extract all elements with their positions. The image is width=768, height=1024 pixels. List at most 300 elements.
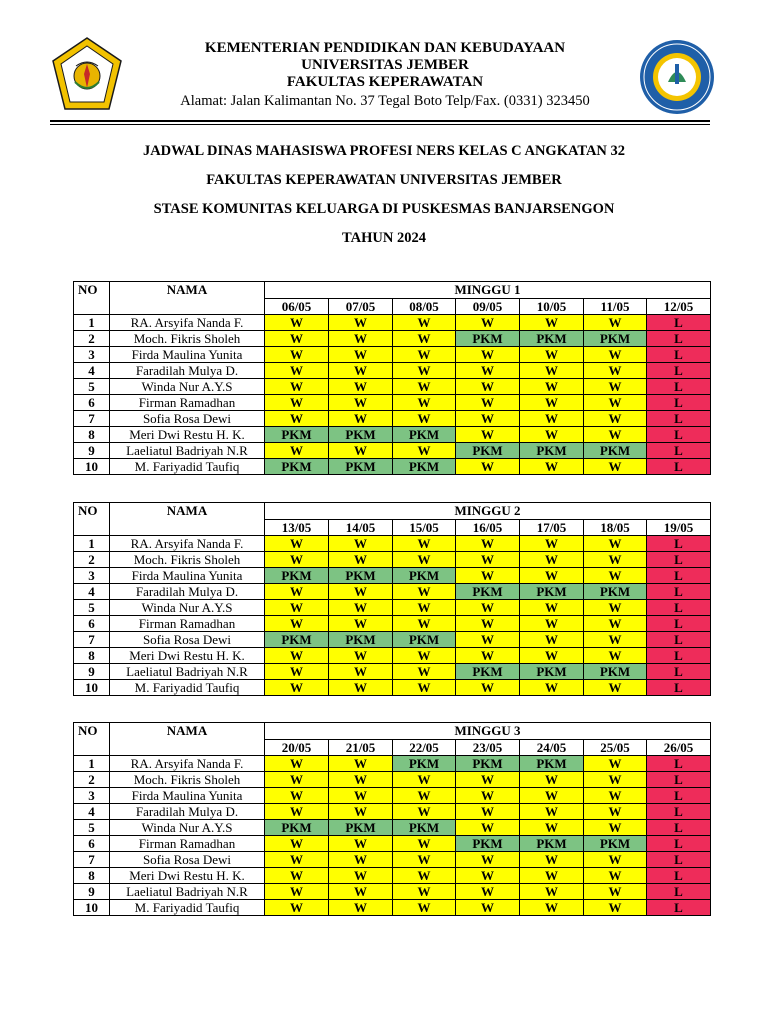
- shift-cell: W: [265, 852, 329, 868]
- row-number: 2: [74, 552, 110, 568]
- shift-cell: L: [647, 868, 711, 884]
- shift-cell: W: [265, 900, 329, 916]
- shift-cell: PKM: [265, 427, 329, 443]
- shift-cell: W: [329, 395, 393, 411]
- shift-cell: W: [520, 411, 584, 427]
- letterhead: [0, 0, 768, 125]
- shift-cell: W: [329, 584, 393, 600]
- university-jember-logo-icon: [49, 36, 125, 112]
- shift-cell: W: [520, 852, 584, 868]
- student-name: Firda Maulina Yunita: [110, 568, 265, 584]
- shift-cell: W: [265, 536, 329, 552]
- shift-cell: PKM: [520, 331, 584, 347]
- shift-cell: W: [265, 395, 329, 411]
- table-row: [74, 536, 711, 552]
- date-header: 23/05: [456, 740, 520, 756]
- shift-cell: W: [456, 536, 520, 552]
- shift-cell: W: [520, 648, 584, 664]
- shift-cell: PKM: [265, 568, 329, 584]
- student-name: Laeliatul Badriyah N.R: [110, 884, 265, 900]
- shift-cell: PKM: [329, 820, 393, 836]
- table-row: [74, 804, 711, 820]
- column-header-no: NO: [74, 723, 110, 756]
- student-name: Faradilah Mulya D.: [110, 804, 265, 820]
- shift-cell: W: [265, 443, 329, 459]
- shift-cell: PKM: [393, 427, 456, 443]
- shift-cell: W: [265, 680, 329, 696]
- shift-cell: W: [265, 772, 329, 788]
- student-name: Firda Maulina Yunita: [110, 347, 265, 363]
- title-line-1: JADWAL DINAS MAHASISWA PROFESI NERS KELAS C ANGKATAN 32: [142, 143, 626, 159]
- shift-cell: W: [520, 632, 584, 648]
- shift-cell: W: [456, 459, 520, 475]
- shift-cell: L: [647, 772, 711, 788]
- title-line-4: TAHUN 2024: [342, 230, 426, 246]
- table-row: [74, 331, 711, 347]
- shift-cell: W: [584, 315, 647, 331]
- shift-cell: PKM: [584, 443, 647, 459]
- shift-cell: L: [647, 600, 711, 616]
- row-number: 9: [74, 664, 110, 680]
- shift-cell: W: [584, 616, 647, 632]
- row-number: 8: [74, 868, 110, 884]
- table-row: [74, 411, 711, 427]
- shift-cell: W: [393, 648, 456, 664]
- student-name: Sofia Rosa Dewi: [110, 852, 265, 868]
- shift-cell: W: [329, 648, 393, 664]
- shift-cell: W: [329, 536, 393, 552]
- student-name: Moch. Fikris Sholeh: [110, 331, 265, 347]
- student-name: M. Fariyadid Taufiq: [110, 900, 265, 916]
- shift-cell: W: [329, 411, 393, 427]
- shift-cell: W: [265, 552, 329, 568]
- shift-cell: W: [584, 804, 647, 820]
- shift-cell: W: [265, 411, 329, 427]
- student-name: Meri Dwi Restu H. K.: [110, 648, 265, 664]
- shift-cell: L: [647, 900, 711, 916]
- shift-cell: W: [329, 680, 393, 696]
- row-number: 8: [74, 648, 110, 664]
- row-number: 10: [74, 900, 110, 916]
- shift-cell: W: [393, 772, 456, 788]
- shift-cell: PKM: [393, 568, 456, 584]
- shift-cell: L: [647, 884, 711, 900]
- column-header-name: NAMA: [110, 723, 265, 756]
- row-number: 5: [74, 379, 110, 395]
- table-row: [74, 680, 711, 696]
- table-row: [74, 616, 711, 632]
- shift-cell: W: [456, 552, 520, 568]
- shift-cell: W: [520, 395, 584, 411]
- shift-cell: W: [456, 347, 520, 363]
- table-row: [74, 395, 711, 411]
- shift-cell: L: [647, 459, 711, 475]
- table-row: [74, 648, 711, 664]
- shift-cell: W: [456, 820, 520, 836]
- student-name: Moch. Fikris Sholeh: [110, 552, 265, 568]
- shift-cell: W: [329, 804, 393, 820]
- shift-cell: W: [393, 363, 456, 379]
- student-name: Firda Maulina Yunita: [110, 788, 265, 804]
- shift-cell: W: [584, 568, 647, 584]
- shift-cell: PKM: [265, 459, 329, 475]
- shift-cell: PKM: [265, 632, 329, 648]
- date-header: 13/05: [265, 520, 329, 536]
- date-header: 26/05: [647, 740, 711, 756]
- shift-cell: L: [647, 804, 711, 820]
- shift-cell: W: [584, 459, 647, 475]
- shift-cell: PKM: [393, 820, 456, 836]
- shift-cell: W: [520, 868, 584, 884]
- header-rule: [50, 120, 710, 122]
- shift-cell: W: [393, 379, 456, 395]
- shift-cell: PKM: [520, 756, 584, 772]
- shift-cell: W: [393, 331, 456, 347]
- date-header: 19/05: [647, 520, 711, 536]
- shift-cell: W: [393, 552, 456, 568]
- shift-cell: W: [520, 315, 584, 331]
- shift-cell: W: [584, 756, 647, 772]
- row-number: 5: [74, 600, 110, 616]
- shift-cell: PKM: [265, 820, 329, 836]
- row-number: 1: [74, 756, 110, 772]
- shift-cell: W: [520, 804, 584, 820]
- shift-cell: W: [329, 331, 393, 347]
- student-name: Firman Ramadhan: [110, 616, 265, 632]
- shift-cell: W: [584, 900, 647, 916]
- shift-cell: W: [329, 616, 393, 632]
- shift-cell: W: [329, 884, 393, 900]
- table-row: [74, 427, 711, 443]
- shift-cell: W: [393, 411, 456, 427]
- table-row: [74, 900, 711, 916]
- shift-cell: W: [520, 600, 584, 616]
- table-row: [74, 772, 711, 788]
- date-header: 08/05: [393, 299, 456, 315]
- shift-cell: W: [329, 836, 393, 852]
- date-header: 20/05: [265, 740, 329, 756]
- shift-cell: W: [584, 347, 647, 363]
- date-header: 22/05: [393, 740, 456, 756]
- row-number: 1: [74, 536, 110, 552]
- shift-cell: W: [520, 900, 584, 916]
- table-row: [74, 600, 711, 616]
- shift-cell: L: [647, 347, 711, 363]
- date-header: 24/05: [520, 740, 584, 756]
- shift-cell: PKM: [329, 459, 393, 475]
- faculty-nursing-logo-icon: [638, 38, 716, 116]
- column-header-no: NO: [74, 282, 110, 315]
- date-header: 09/05: [456, 299, 520, 315]
- shift-cell: L: [647, 584, 711, 600]
- shift-cell: L: [647, 632, 711, 648]
- shift-cell: W: [329, 363, 393, 379]
- shift-cell: W: [584, 552, 647, 568]
- student-name: RA. Arsyifa Nanda F.: [110, 315, 265, 331]
- shift-cell: W: [393, 584, 456, 600]
- student-name: Faradilah Mulya D.: [110, 584, 265, 600]
- shift-cell: W: [329, 852, 393, 868]
- shift-cell: W: [456, 379, 520, 395]
- shift-cell: W: [265, 836, 329, 852]
- row-number: 7: [74, 852, 110, 868]
- shift-cell: L: [647, 836, 711, 852]
- column-header-name: NAMA: [110, 503, 265, 536]
- shift-cell: PKM: [520, 443, 584, 459]
- shift-cell: W: [265, 664, 329, 680]
- shift-cell: W: [584, 379, 647, 395]
- shift-cell: W: [265, 756, 329, 772]
- shift-cell: L: [647, 411, 711, 427]
- shift-cell: W: [329, 900, 393, 916]
- shift-cell: W: [265, 600, 329, 616]
- faculty-name: FAKULTAS KEPERAWATAN: [286, 74, 484, 90]
- table-row: [74, 379, 711, 395]
- shift-cell: W: [520, 552, 584, 568]
- table-row: [74, 756, 711, 772]
- ministry-name: KEMENTERIAN PENDIDIKAN DAN KEBUDAYAAN: [204, 40, 566, 56]
- shift-cell: W: [265, 648, 329, 664]
- shift-cell: L: [647, 552, 711, 568]
- shift-cell: W: [584, 363, 647, 379]
- row-number: 2: [74, 772, 110, 788]
- shift-cell: W: [456, 648, 520, 664]
- table-row: [74, 820, 711, 836]
- table-row: [74, 852, 711, 868]
- shift-cell: PKM: [584, 584, 647, 600]
- shift-cell: W: [329, 756, 393, 772]
- shift-cell: L: [647, 315, 711, 331]
- address: Alamat: Jalan Kalimantan No. 37 Tegal Boto Telp/Fax. (0331) 323450: [180, 93, 590, 109]
- header-rule-thin: [50, 124, 710, 125]
- shift-cell: W: [456, 427, 520, 443]
- shift-cell: W: [584, 395, 647, 411]
- shift-cell: PKM: [520, 836, 584, 852]
- student-name: Winda Nur A.Y.S: [110, 820, 265, 836]
- row-number: 4: [74, 804, 110, 820]
- table-row: [74, 459, 711, 475]
- date-header: 06/05: [265, 299, 329, 315]
- shift-cell: W: [456, 411, 520, 427]
- shift-cell: W: [456, 600, 520, 616]
- date-header: 15/05: [393, 520, 456, 536]
- date-header: 17/05: [520, 520, 584, 536]
- student-name: Laeliatul Badriyah N.R: [110, 443, 265, 459]
- shift-cell: W: [393, 395, 456, 411]
- table-row: [74, 347, 711, 363]
- shift-cell: W: [329, 868, 393, 884]
- week-label: MINGGU 2: [265, 503, 711, 520]
- shift-cell: W: [584, 884, 647, 900]
- shift-cell: W: [329, 443, 393, 459]
- shift-cell: W: [265, 379, 329, 395]
- shift-cell: W: [329, 772, 393, 788]
- shift-cell: W: [520, 459, 584, 475]
- shift-cell: W: [393, 852, 456, 868]
- shift-cell: L: [647, 568, 711, 584]
- shift-cell: W: [584, 820, 647, 836]
- shift-cell: W: [393, 868, 456, 884]
- row-number: 2: [74, 331, 110, 347]
- shift-cell: W: [456, 568, 520, 584]
- shift-cell: W: [456, 395, 520, 411]
- shift-cell: PKM: [520, 584, 584, 600]
- shift-cell: W: [329, 347, 393, 363]
- table-row: [74, 664, 711, 680]
- row-number: 3: [74, 347, 110, 363]
- student-name: Faradilah Mulya D.: [110, 363, 265, 379]
- shift-cell: W: [329, 788, 393, 804]
- shift-cell: W: [456, 632, 520, 648]
- shift-cell: L: [647, 536, 711, 552]
- shift-cell: PKM: [456, 664, 520, 680]
- row-number: 10: [74, 459, 110, 475]
- shift-cell: L: [647, 616, 711, 632]
- shift-cell: L: [647, 395, 711, 411]
- column-header-name: NAMA: [110, 282, 265, 315]
- shift-cell: W: [520, 568, 584, 584]
- shift-cell: W: [393, 600, 456, 616]
- shift-cell: W: [520, 680, 584, 696]
- date-header: 21/05: [329, 740, 393, 756]
- student-name: Moch. Fikris Sholeh: [110, 772, 265, 788]
- table-row: [74, 568, 711, 584]
- shift-cell: W: [456, 900, 520, 916]
- shift-cell: W: [520, 820, 584, 836]
- shift-cell: W: [584, 680, 647, 696]
- shift-cell: W: [584, 632, 647, 648]
- shift-cell: W: [520, 363, 584, 379]
- shift-cell: W: [456, 616, 520, 632]
- shift-cell: W: [265, 347, 329, 363]
- date-header: 10/05: [520, 299, 584, 315]
- table-row: [74, 836, 711, 852]
- shift-cell: W: [584, 536, 647, 552]
- student-name: Firman Ramadhan: [110, 395, 265, 411]
- shift-cell: W: [393, 884, 456, 900]
- shift-cell: W: [329, 600, 393, 616]
- row-number: 10: [74, 680, 110, 696]
- shift-cell: W: [520, 347, 584, 363]
- shift-cell: W: [393, 788, 456, 804]
- schedule-table-week-2: [73, 502, 711, 696]
- shift-cell: W: [393, 536, 456, 552]
- shift-cell: W: [393, 443, 456, 459]
- table-row: [74, 552, 711, 568]
- shift-cell: W: [456, 868, 520, 884]
- shift-cell: W: [520, 536, 584, 552]
- table-row: [74, 632, 711, 648]
- shift-cell: PKM: [456, 756, 520, 772]
- shift-cell: L: [647, 648, 711, 664]
- shift-cell: W: [265, 788, 329, 804]
- table-row: [74, 315, 711, 331]
- shift-cell: W: [584, 868, 647, 884]
- shift-cell: W: [329, 379, 393, 395]
- row-number: 7: [74, 411, 110, 427]
- shift-cell: PKM: [456, 443, 520, 459]
- shift-cell: L: [647, 331, 711, 347]
- shift-cell: W: [456, 363, 520, 379]
- shift-cell: W: [584, 852, 647, 868]
- shift-cell: L: [647, 443, 711, 459]
- shift-cell: PKM: [584, 836, 647, 852]
- date-header: 07/05: [329, 299, 393, 315]
- title-line-2: FAKULTAS KEPERAWATAN UNIVERSITAS JEMBER: [206, 172, 562, 188]
- student-name: M. Fariyadid Taufiq: [110, 459, 265, 475]
- date-header: 12/05: [647, 299, 711, 315]
- shift-cell: W: [329, 552, 393, 568]
- shift-cell: L: [647, 680, 711, 696]
- shift-cell: PKM: [584, 664, 647, 680]
- student-name: Laeliatul Badriyah N.R: [110, 664, 265, 680]
- table-row: [74, 868, 711, 884]
- shift-cell: W: [456, 788, 520, 804]
- student-name: Winda Nur A.Y.S: [110, 600, 265, 616]
- shift-cell: W: [393, 680, 456, 696]
- shift-cell: W: [520, 788, 584, 804]
- university-name: UNIVERSITAS JEMBER: [301, 57, 469, 73]
- shift-cell: W: [265, 363, 329, 379]
- shift-cell: PKM: [329, 632, 393, 648]
- student-name: Meri Dwi Restu H. K.: [110, 427, 265, 443]
- shift-cell: W: [265, 331, 329, 347]
- letterhead-text: [130, 40, 640, 110]
- shift-cell: W: [456, 772, 520, 788]
- shift-cell: W: [393, 347, 456, 363]
- shift-cell: W: [265, 315, 329, 331]
- shift-cell: W: [520, 379, 584, 395]
- date-header: 18/05: [584, 520, 647, 536]
- row-number: 4: [74, 363, 110, 379]
- student-name: Sofia Rosa Dewi: [110, 411, 265, 427]
- shift-cell: W: [520, 616, 584, 632]
- shift-cell: L: [647, 363, 711, 379]
- row-number: 3: [74, 788, 110, 804]
- week-label: MINGGU 1: [265, 282, 711, 299]
- row-number: 6: [74, 395, 110, 411]
- date-header: 25/05: [584, 740, 647, 756]
- shift-cell: W: [265, 616, 329, 632]
- shift-cell: L: [647, 427, 711, 443]
- row-number: 9: [74, 443, 110, 459]
- shift-cell: PKM: [456, 584, 520, 600]
- table-row: [74, 363, 711, 379]
- student-name: M. Fariyadid Taufiq: [110, 680, 265, 696]
- date-header: 11/05: [584, 299, 647, 315]
- row-number: 7: [74, 632, 110, 648]
- shift-cell: W: [265, 884, 329, 900]
- column-header-no: NO: [74, 503, 110, 536]
- shift-cell: W: [329, 664, 393, 680]
- shift-cell: W: [265, 584, 329, 600]
- date-header: 16/05: [456, 520, 520, 536]
- student-name: Firman Ramadhan: [110, 836, 265, 852]
- row-number: 9: [74, 884, 110, 900]
- row-number: 4: [74, 584, 110, 600]
- shift-cell: W: [393, 804, 456, 820]
- schedule-table-week-3: [73, 722, 711, 916]
- row-number: 6: [74, 836, 110, 852]
- shift-cell: W: [393, 836, 456, 852]
- date-header: 14/05: [329, 520, 393, 536]
- shift-cell: L: [647, 788, 711, 804]
- shift-cell: W: [265, 804, 329, 820]
- shift-cell: PKM: [584, 331, 647, 347]
- shift-cell: L: [647, 852, 711, 868]
- shift-cell: L: [647, 756, 711, 772]
- shift-cell: W: [393, 616, 456, 632]
